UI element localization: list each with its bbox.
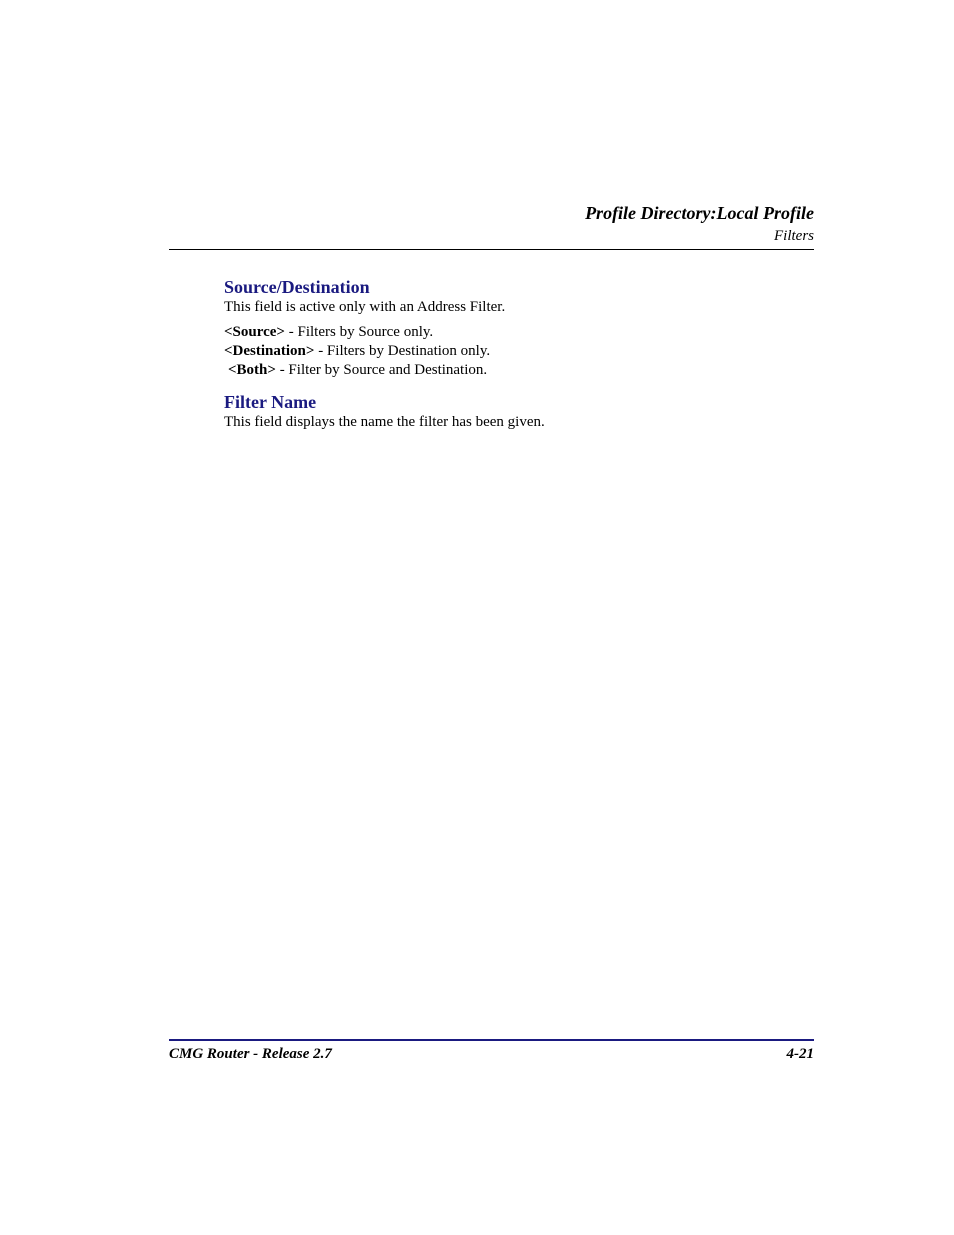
option-key: <Both> xyxy=(228,362,276,378)
page-content xyxy=(224,276,784,432)
section-filter-name xyxy=(224,391,784,432)
option-list xyxy=(224,323,784,380)
option-description: - Filters by Destination only. xyxy=(314,343,491,359)
option-key: <Source> xyxy=(224,324,285,340)
section-heading: Source/Destination xyxy=(224,277,370,297)
page-header-subtitle: Filters xyxy=(774,228,814,244)
option-description: - Filter by Source and Destination. xyxy=(275,362,488,378)
option-source xyxy=(224,323,784,342)
option-key: <Destination> xyxy=(224,343,315,359)
section-intro: This field is active only with an Address Filter. xyxy=(224,299,506,315)
footer-divider xyxy=(169,1039,814,1041)
header-divider xyxy=(169,249,814,250)
page-header-title: Profile Directory:Local Profile xyxy=(585,203,814,223)
footer-page-number: 4-21 xyxy=(786,1046,814,1062)
section-source-destination xyxy=(224,276,784,380)
option-description: - Filters by Source only. xyxy=(284,324,434,340)
option-destination xyxy=(224,342,784,361)
option-both xyxy=(224,361,784,380)
footer-doc-title: CMG Router - Release 2.7 xyxy=(169,1046,332,1062)
section-heading: Filter Name xyxy=(224,392,317,412)
section-intro: This field displays the name the filter has been given. xyxy=(224,414,545,430)
